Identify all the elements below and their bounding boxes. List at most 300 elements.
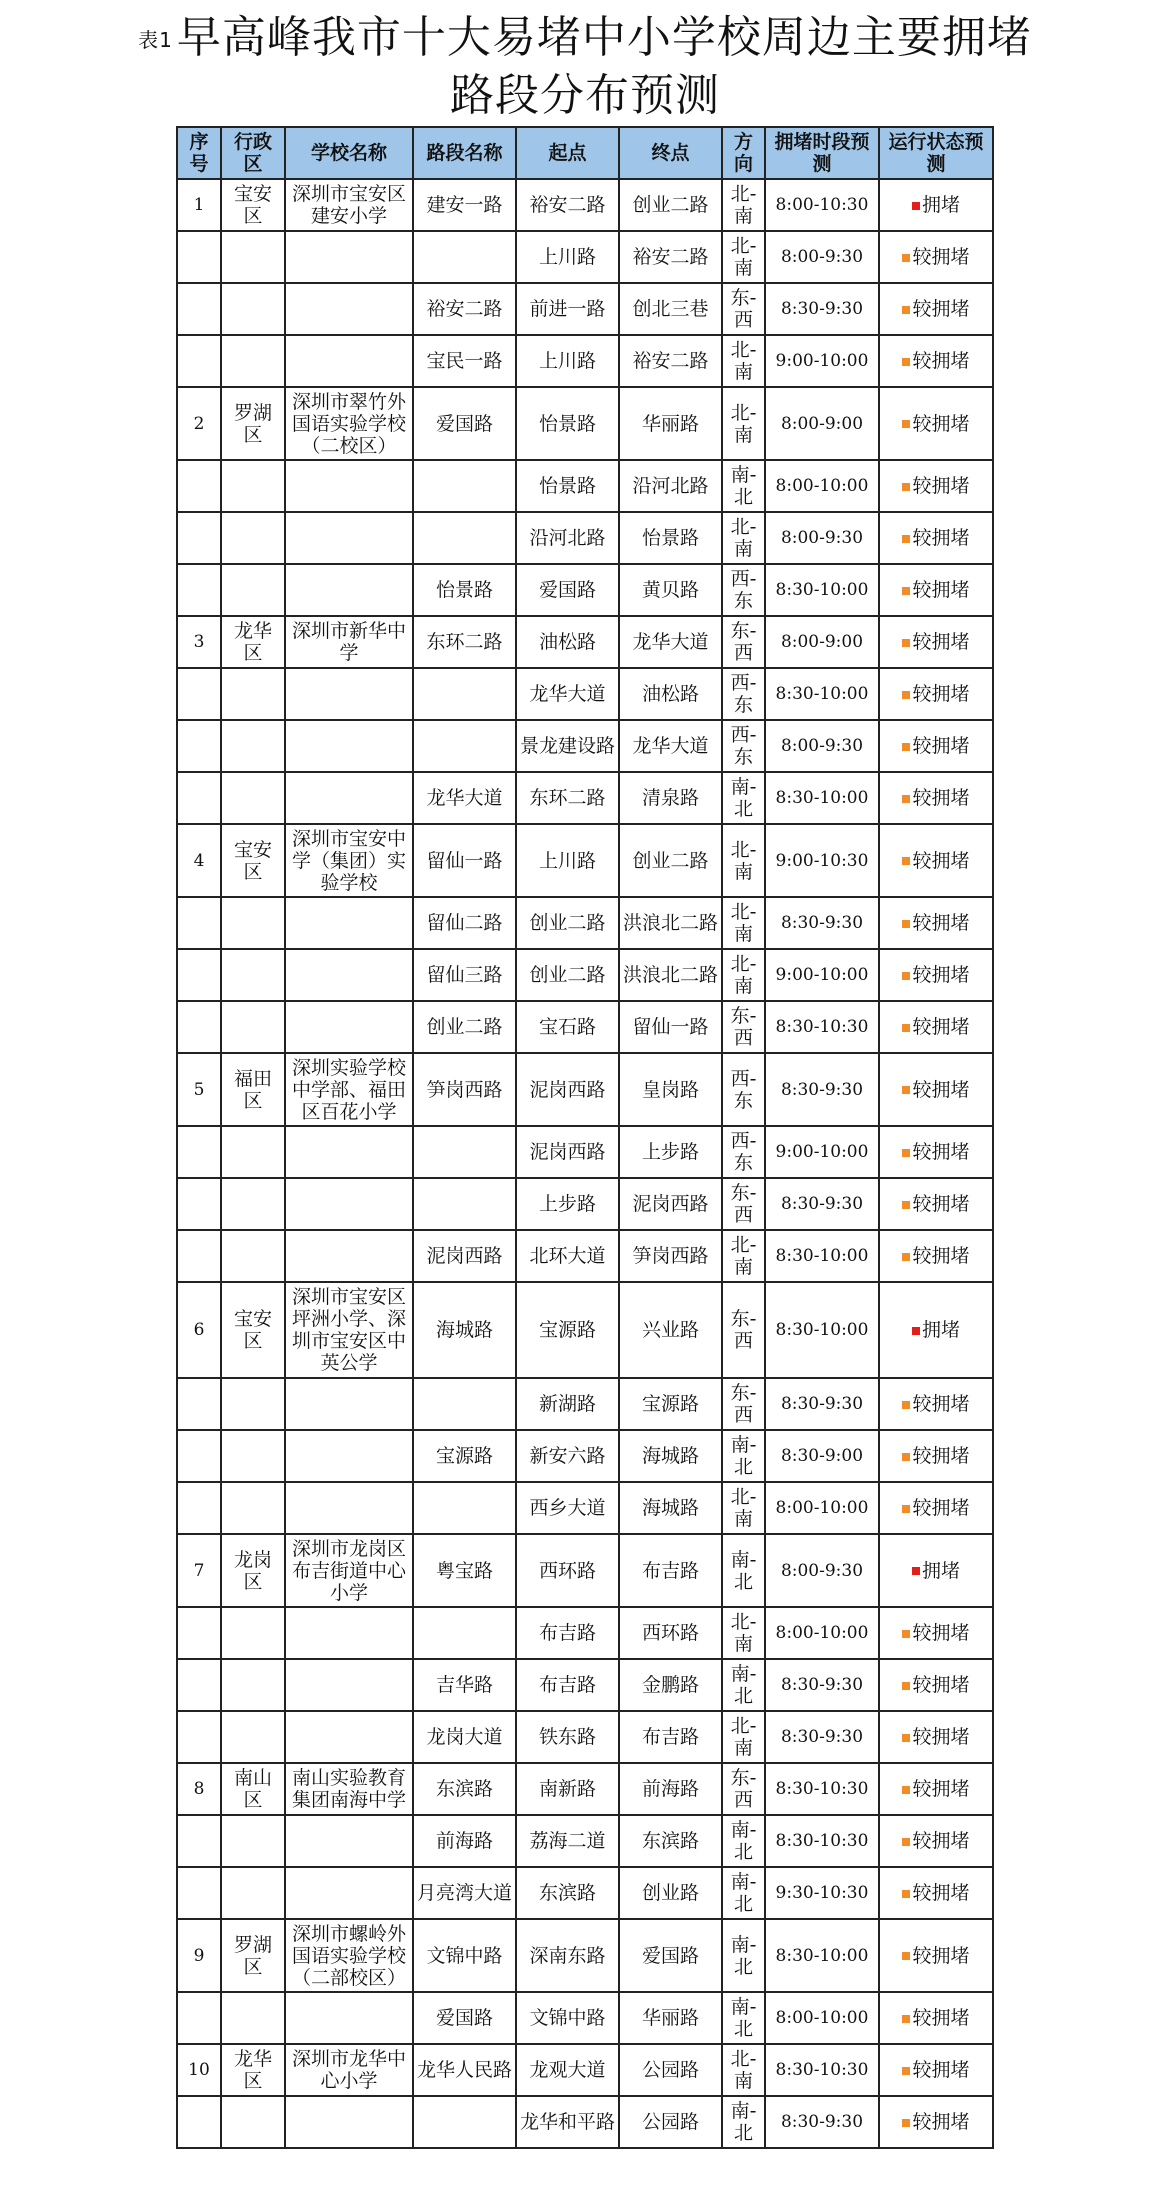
table-row bbox=[177, 283, 993, 335]
row-direction: 南-北 bbox=[722, 1992, 765, 2044]
status-square-icon bbox=[902, 1086, 910, 1094]
row-time: 8:00-9:30 bbox=[765, 512, 879, 564]
row-direction: 东-西 bbox=[722, 1378, 765, 1430]
status-label: 较拥堵 bbox=[912, 350, 970, 372]
row-start: 创业二路 bbox=[516, 949, 619, 1001]
row-time: 8:30-10:00 bbox=[765, 1230, 879, 1282]
table-row bbox=[177, 1053, 993, 1126]
row-school: 深圳市新华中学 bbox=[285, 616, 413, 668]
row-number: 1 bbox=[177, 179, 221, 231]
row-status bbox=[879, 1659, 993, 1711]
row-start: 怡景路 bbox=[516, 460, 619, 512]
status-square-icon bbox=[902, 483, 910, 491]
row-school bbox=[285, 1230, 413, 1282]
table-header-row bbox=[177, 127, 993, 179]
status-label: 较拥堵 bbox=[912, 1245, 970, 1267]
row-number bbox=[177, 231, 221, 283]
row-end: 西环路 bbox=[619, 1607, 722, 1659]
row-end: 泥岗西路 bbox=[619, 1178, 722, 1230]
title-line-1: 早高峰我市十大易堵中小学校周边主要拥堵 bbox=[176, 12, 1032, 63]
row-end: 东滨路 bbox=[619, 1815, 722, 1867]
status-square-icon bbox=[902, 795, 910, 803]
row-start: 布吉路 bbox=[516, 1607, 619, 1659]
row-district bbox=[221, 1992, 285, 2044]
row-time: 8:30-9:30 bbox=[765, 1378, 879, 1430]
table-row bbox=[177, 897, 993, 949]
row-number: 8 bbox=[177, 1763, 221, 1815]
row-end: 海城路 bbox=[619, 1430, 722, 1482]
row-district bbox=[221, 512, 285, 564]
row-end: 龙华大道 bbox=[619, 720, 722, 772]
table-row bbox=[177, 1430, 993, 1482]
row-school bbox=[285, 512, 413, 564]
row-status bbox=[879, 2044, 993, 2096]
row-road: 月亮湾大道 bbox=[413, 1867, 516, 1919]
row-number bbox=[177, 1659, 221, 1711]
row-time: 8:00-10:00 bbox=[765, 1607, 879, 1659]
row-road: 龙华大道 bbox=[413, 772, 516, 824]
status-label: 较拥堵 bbox=[912, 2111, 970, 2133]
row-road: 爱国路 bbox=[413, 1992, 516, 2044]
row-district bbox=[221, 460, 285, 512]
row-school bbox=[285, 1815, 413, 1867]
table-row bbox=[177, 179, 993, 231]
row-start: 沿河北路 bbox=[516, 512, 619, 564]
table-row bbox=[177, 1607, 993, 1659]
row-road: 笋岗西路 bbox=[413, 1053, 516, 1126]
row-direction: 北-南 bbox=[722, 387, 765, 460]
row-direction: 东-西 bbox=[722, 283, 765, 335]
row-school bbox=[285, 1482, 413, 1534]
row-direction: 北-南 bbox=[722, 1482, 765, 1534]
row-school bbox=[285, 283, 413, 335]
row-start: 西环路 bbox=[516, 1534, 619, 1607]
row-start: 龙观大道 bbox=[516, 2044, 619, 2096]
row-direction: 南-北 bbox=[722, 1815, 765, 1867]
status-label: 较拥堵 bbox=[912, 1141, 970, 1163]
status-square-icon bbox=[902, 1201, 910, 1209]
row-school: 深圳市宝安区建安小学 bbox=[285, 179, 413, 231]
page-title bbox=[0, 10, 1170, 124]
status-label: 较拥堵 bbox=[912, 1944, 970, 1967]
table-row bbox=[177, 1919, 993, 1992]
status-label: 较拥堵 bbox=[912, 1193, 970, 1215]
status-square-icon bbox=[902, 254, 910, 262]
header-direction: 方向 bbox=[722, 127, 765, 179]
row-number bbox=[177, 1126, 221, 1178]
status-square-icon bbox=[902, 1505, 910, 1513]
row-start: 怡景路 bbox=[516, 387, 619, 460]
row-direction: 南-北 bbox=[722, 1867, 765, 1919]
row-time: 8:00-9:30 bbox=[765, 720, 879, 772]
row-district: 龙华区 bbox=[221, 616, 285, 668]
row-status bbox=[879, 512, 993, 564]
row-school bbox=[285, 2096, 413, 2148]
row-status bbox=[879, 2096, 993, 2148]
row-status bbox=[879, 1815, 993, 1867]
row-time: 8:30-9:30 bbox=[765, 1053, 879, 1126]
row-district bbox=[221, 335, 285, 387]
status-label: 较拥堵 bbox=[912, 1726, 970, 1748]
row-number bbox=[177, 720, 221, 772]
row-direction: 南-北 bbox=[722, 1534, 765, 1607]
row-school: 深圳市宝安区坪洲小学、深圳市宝安区中英公学 bbox=[285, 1282, 413, 1378]
congestion-table bbox=[176, 126, 994, 2149]
row-district: 南山区 bbox=[221, 1763, 285, 1815]
table-row bbox=[177, 616, 993, 668]
row-school: 南山实验教育集团南海中学 bbox=[285, 1763, 413, 1815]
row-end: 布吉路 bbox=[619, 1711, 722, 1763]
row-direction: 南-北 bbox=[722, 772, 765, 824]
row-road: 粤宝路 bbox=[413, 1534, 516, 1607]
row-district bbox=[221, 1230, 285, 1282]
row-time: 8:30-10:00 bbox=[765, 1919, 879, 1992]
row-district: 龙岗区 bbox=[221, 1534, 285, 1607]
table-row bbox=[177, 335, 993, 387]
row-time: 8:00-9:30 bbox=[765, 1534, 879, 1607]
row-school bbox=[285, 668, 413, 720]
row-start: 西乡大道 bbox=[516, 1482, 619, 1534]
table-row bbox=[177, 824, 993, 897]
row-time: 8:30-9:30 bbox=[765, 283, 879, 335]
row-direction: 西-东 bbox=[722, 668, 765, 720]
row-district bbox=[221, 1815, 285, 1867]
row-end: 创北三巷 bbox=[619, 283, 722, 335]
row-school bbox=[285, 772, 413, 824]
header-status: 运行状态预测 bbox=[879, 127, 993, 179]
status-label: 较拥堵 bbox=[912, 579, 970, 601]
row-start: 裕安二路 bbox=[516, 179, 619, 231]
row-start: 龙华和平路 bbox=[516, 2096, 619, 2148]
status-square-icon bbox=[902, 535, 910, 543]
row-number: 7 bbox=[177, 1534, 221, 1607]
row-road bbox=[413, 2096, 516, 2148]
table-row bbox=[177, 460, 993, 512]
status-square-icon bbox=[912, 1327, 920, 1335]
table-row bbox=[177, 1867, 993, 1919]
status-label: 较拥堵 bbox=[912, 412, 970, 435]
row-road bbox=[413, 460, 516, 512]
row-direction: 南-北 bbox=[722, 1659, 765, 1711]
row-end: 清泉路 bbox=[619, 772, 722, 824]
row-number bbox=[177, 460, 221, 512]
status-square-icon bbox=[902, 972, 910, 980]
row-number: 3 bbox=[177, 616, 221, 668]
row-start: 宝源路 bbox=[516, 1282, 619, 1378]
row-end: 创业二路 bbox=[619, 824, 722, 897]
row-status bbox=[879, 1001, 993, 1053]
row-direction: 北-南 bbox=[722, 824, 765, 897]
row-school bbox=[285, 231, 413, 283]
status-square-icon bbox=[902, 1149, 910, 1157]
row-school bbox=[285, 720, 413, 772]
row-number: 5 bbox=[177, 1053, 221, 1126]
row-road bbox=[413, 512, 516, 564]
row-number bbox=[177, 1430, 221, 1482]
row-time: 8:30-9:30 bbox=[765, 1659, 879, 1711]
row-road bbox=[413, 1607, 516, 1659]
row-start: 宝石路 bbox=[516, 1001, 619, 1053]
table-row bbox=[177, 949, 993, 1001]
row-school bbox=[285, 1659, 413, 1711]
row-school bbox=[285, 1178, 413, 1230]
row-status bbox=[879, 1607, 993, 1659]
row-end: 公园路 bbox=[619, 2096, 722, 2148]
row-road: 海城路 bbox=[413, 1282, 516, 1378]
row-status bbox=[879, 1178, 993, 1230]
row-school: 深圳市螺岭外国语实验学校（二部校区） bbox=[285, 1919, 413, 1992]
row-road bbox=[413, 1482, 516, 1534]
row-direction: 北-南 bbox=[722, 335, 765, 387]
row-time: 8:30-9:30 bbox=[765, 897, 879, 949]
row-school bbox=[285, 1992, 413, 2044]
row-school: 深圳实验学校中学部、福田区百花小学 bbox=[285, 1053, 413, 1126]
status-square-icon bbox=[902, 1253, 910, 1261]
table-row bbox=[177, 1126, 993, 1178]
row-number bbox=[177, 564, 221, 616]
row-time: 8:00-10:00 bbox=[765, 460, 879, 512]
status-label: 较拥堵 bbox=[912, 1674, 970, 1696]
row-road bbox=[413, 1126, 516, 1178]
row-district bbox=[221, 1867, 285, 1919]
row-number bbox=[177, 1378, 221, 1430]
row-start: 上川路 bbox=[516, 231, 619, 283]
row-district bbox=[221, 1378, 285, 1430]
row-start: 景龙建设路 bbox=[516, 720, 619, 772]
table-row bbox=[177, 1992, 993, 2044]
row-status bbox=[879, 283, 993, 335]
row-end: 留仙一路 bbox=[619, 1001, 722, 1053]
row-direction: 东-西 bbox=[722, 616, 765, 668]
row-end: 洪浪北二路 bbox=[619, 897, 722, 949]
status-square-icon bbox=[902, 1734, 910, 1742]
row-road: 宝民一路 bbox=[413, 335, 516, 387]
row-road: 创业二路 bbox=[413, 1001, 516, 1053]
row-status bbox=[879, 1430, 993, 1482]
row-status bbox=[879, 1482, 993, 1534]
row-school: 深圳市翠竹外国语实验学校（二校区） bbox=[285, 387, 413, 460]
row-end: 洪浪北二路 bbox=[619, 949, 722, 1001]
row-district: 福田区 bbox=[221, 1053, 285, 1126]
row-direction: 北-南 bbox=[722, 949, 765, 1001]
header-school: 学校名称 bbox=[285, 127, 413, 179]
row-start: 文锦中路 bbox=[516, 1992, 619, 2044]
header-to: 终点 bbox=[619, 127, 722, 179]
status-label: 较拥堵 bbox=[912, 631, 970, 653]
row-direction: 北-南 bbox=[722, 1230, 765, 1282]
row-start: 油松路 bbox=[516, 616, 619, 668]
row-time: 8:30-10:00 bbox=[765, 668, 879, 720]
status-label: 较拥堵 bbox=[912, 246, 970, 268]
row-district bbox=[221, 720, 285, 772]
row-number bbox=[177, 949, 221, 1001]
status-square-icon bbox=[902, 1024, 910, 1032]
status-square-icon bbox=[902, 1838, 910, 1846]
row-start: 北环大道 bbox=[516, 1230, 619, 1282]
row-district bbox=[221, 1711, 285, 1763]
table-row bbox=[177, 668, 993, 720]
row-direction: 北-南 bbox=[722, 231, 765, 283]
row-time: 8:30-10:00 bbox=[765, 772, 879, 824]
table-body bbox=[177, 179, 993, 2148]
row-time: 8:00-10:30 bbox=[765, 179, 879, 231]
status-label: 较拥堵 bbox=[912, 1622, 970, 1644]
row-status bbox=[879, 1867, 993, 1919]
status-label: 较拥堵 bbox=[912, 1393, 970, 1415]
row-start: 上川路 bbox=[516, 824, 619, 897]
row-number bbox=[177, 335, 221, 387]
row-start: 上步路 bbox=[516, 1178, 619, 1230]
table-row bbox=[177, 231, 993, 283]
status-square-icon bbox=[902, 1401, 910, 1409]
row-district bbox=[221, 1607, 285, 1659]
table-row bbox=[177, 387, 993, 460]
row-direction: 北-南 bbox=[722, 512, 765, 564]
status-label: 较拥堵 bbox=[912, 1497, 970, 1519]
header-district: 行政区 bbox=[221, 127, 285, 179]
row-direction: 南-北 bbox=[722, 1430, 765, 1482]
row-status bbox=[879, 1992, 993, 2044]
row-start: 东滨路 bbox=[516, 1867, 619, 1919]
row-direction: 北-南 bbox=[722, 1711, 765, 1763]
row-district: 宝安区 bbox=[221, 1282, 285, 1378]
row-status bbox=[879, 1534, 993, 1607]
row-direction: 东-西 bbox=[722, 1178, 765, 1230]
status-square-icon bbox=[902, 639, 910, 647]
row-number bbox=[177, 1482, 221, 1534]
status-label: 较拥堵 bbox=[912, 912, 970, 934]
status-label: 较拥堵 bbox=[912, 849, 970, 872]
row-time: 8:30-9:30 bbox=[765, 1711, 879, 1763]
row-time: 9:00-10:30 bbox=[765, 824, 879, 897]
row-district bbox=[221, 949, 285, 1001]
row-status bbox=[879, 1282, 993, 1378]
row-end: 公园路 bbox=[619, 2044, 722, 2096]
status-square-icon bbox=[902, 587, 910, 595]
row-district bbox=[221, 897, 285, 949]
table-row bbox=[177, 564, 993, 616]
row-time: 8:00-9:30 bbox=[765, 231, 879, 283]
row-direction: 西-东 bbox=[722, 1053, 765, 1126]
row-road: 吉华路 bbox=[413, 1659, 516, 1711]
row-road: 泥岗西路 bbox=[413, 1230, 516, 1282]
row-school bbox=[285, 1607, 413, 1659]
row-start: 前进一路 bbox=[516, 283, 619, 335]
row-time: 8:30-10:30 bbox=[765, 2044, 879, 2096]
status-label: 较拥堵 bbox=[912, 1778, 970, 1800]
row-school bbox=[285, 1126, 413, 1178]
row-status bbox=[879, 460, 993, 512]
row-end: 笋岗西路 bbox=[619, 1230, 722, 1282]
status-square-icon bbox=[902, 691, 910, 699]
table-row bbox=[177, 2096, 993, 2148]
status-label: 较拥堵 bbox=[912, 2007, 970, 2029]
row-start: 东环二路 bbox=[516, 772, 619, 824]
row-time: 8:30-9:30 bbox=[765, 1178, 879, 1230]
table-row bbox=[177, 2044, 993, 2096]
row-district: 宝安区 bbox=[221, 179, 285, 231]
row-end: 前海路 bbox=[619, 1763, 722, 1815]
row-direction: 西-东 bbox=[722, 564, 765, 616]
status-square-icon bbox=[902, 1453, 910, 1461]
row-end: 创业路 bbox=[619, 1867, 722, 1919]
row-end: 怡景路 bbox=[619, 512, 722, 564]
status-square-icon bbox=[902, 1952, 910, 1960]
status-label: 较拥堵 bbox=[912, 1882, 970, 1904]
row-end: 布吉路 bbox=[619, 1534, 722, 1607]
row-time: 8:30-10:00 bbox=[765, 1282, 879, 1378]
row-number bbox=[177, 1815, 221, 1867]
row-road bbox=[413, 1378, 516, 1430]
row-time: 8:00-9:00 bbox=[765, 616, 879, 668]
row-status bbox=[879, 1711, 993, 1763]
row-start: 新安六路 bbox=[516, 1430, 619, 1482]
row-road: 龙岗大道 bbox=[413, 1711, 516, 1763]
status-square-icon bbox=[902, 2067, 910, 2075]
row-status bbox=[879, 824, 993, 897]
row-school bbox=[285, 1001, 413, 1053]
header-no: 序号 bbox=[177, 127, 221, 179]
row-number bbox=[177, 897, 221, 949]
row-direction: 南-北 bbox=[722, 2096, 765, 2148]
row-school bbox=[285, 949, 413, 1001]
row-road: 东环二路 bbox=[413, 616, 516, 668]
row-end: 宝源路 bbox=[619, 1378, 722, 1430]
row-road: 留仙三路 bbox=[413, 949, 516, 1001]
row-status bbox=[879, 564, 993, 616]
table-row bbox=[177, 772, 993, 824]
row-time: 8:00-9:00 bbox=[765, 387, 879, 460]
row-end: 沿河北路 bbox=[619, 460, 722, 512]
row-status bbox=[879, 1230, 993, 1282]
status-label: 较拥堵 bbox=[912, 2059, 970, 2081]
row-school bbox=[285, 897, 413, 949]
row-start: 爱国路 bbox=[516, 564, 619, 616]
row-district: 龙华区 bbox=[221, 2044, 285, 2096]
row-direction: 南-北 bbox=[722, 1919, 765, 1992]
row-number bbox=[177, 512, 221, 564]
row-time: 9:00-10:00 bbox=[765, 949, 879, 1001]
row-end: 龙华大道 bbox=[619, 616, 722, 668]
row-start: 上川路 bbox=[516, 335, 619, 387]
row-number bbox=[177, 1001, 221, 1053]
row-status bbox=[879, 1378, 993, 1430]
row-number bbox=[177, 283, 221, 335]
row-road: 留仙一路 bbox=[413, 824, 516, 897]
table-row bbox=[177, 1482, 993, 1534]
row-end: 油松路 bbox=[619, 668, 722, 720]
row-number: 2 bbox=[177, 387, 221, 460]
row-status bbox=[879, 335, 993, 387]
row-road: 龙华人民路 bbox=[413, 2044, 516, 2096]
row-number bbox=[177, 1230, 221, 1282]
status-square-icon bbox=[902, 857, 910, 865]
row-direction: 东-西 bbox=[722, 1763, 765, 1815]
status-label: 较拥堵 bbox=[912, 1078, 970, 1101]
status-label: 较拥堵 bbox=[912, 964, 970, 986]
row-status bbox=[879, 1126, 993, 1178]
row-road bbox=[413, 668, 516, 720]
row-road: 宝源路 bbox=[413, 1430, 516, 1482]
row-road: 留仙二路 bbox=[413, 897, 516, 949]
row-number bbox=[177, 772, 221, 824]
row-number bbox=[177, 1992, 221, 2044]
row-start: 泥岗西路 bbox=[516, 1126, 619, 1178]
row-time: 9:30-10:30 bbox=[765, 1867, 879, 1919]
status-square-icon bbox=[902, 920, 910, 928]
status-label: 较拥堵 bbox=[912, 527, 970, 549]
header-road: 路段名称 bbox=[413, 127, 516, 179]
